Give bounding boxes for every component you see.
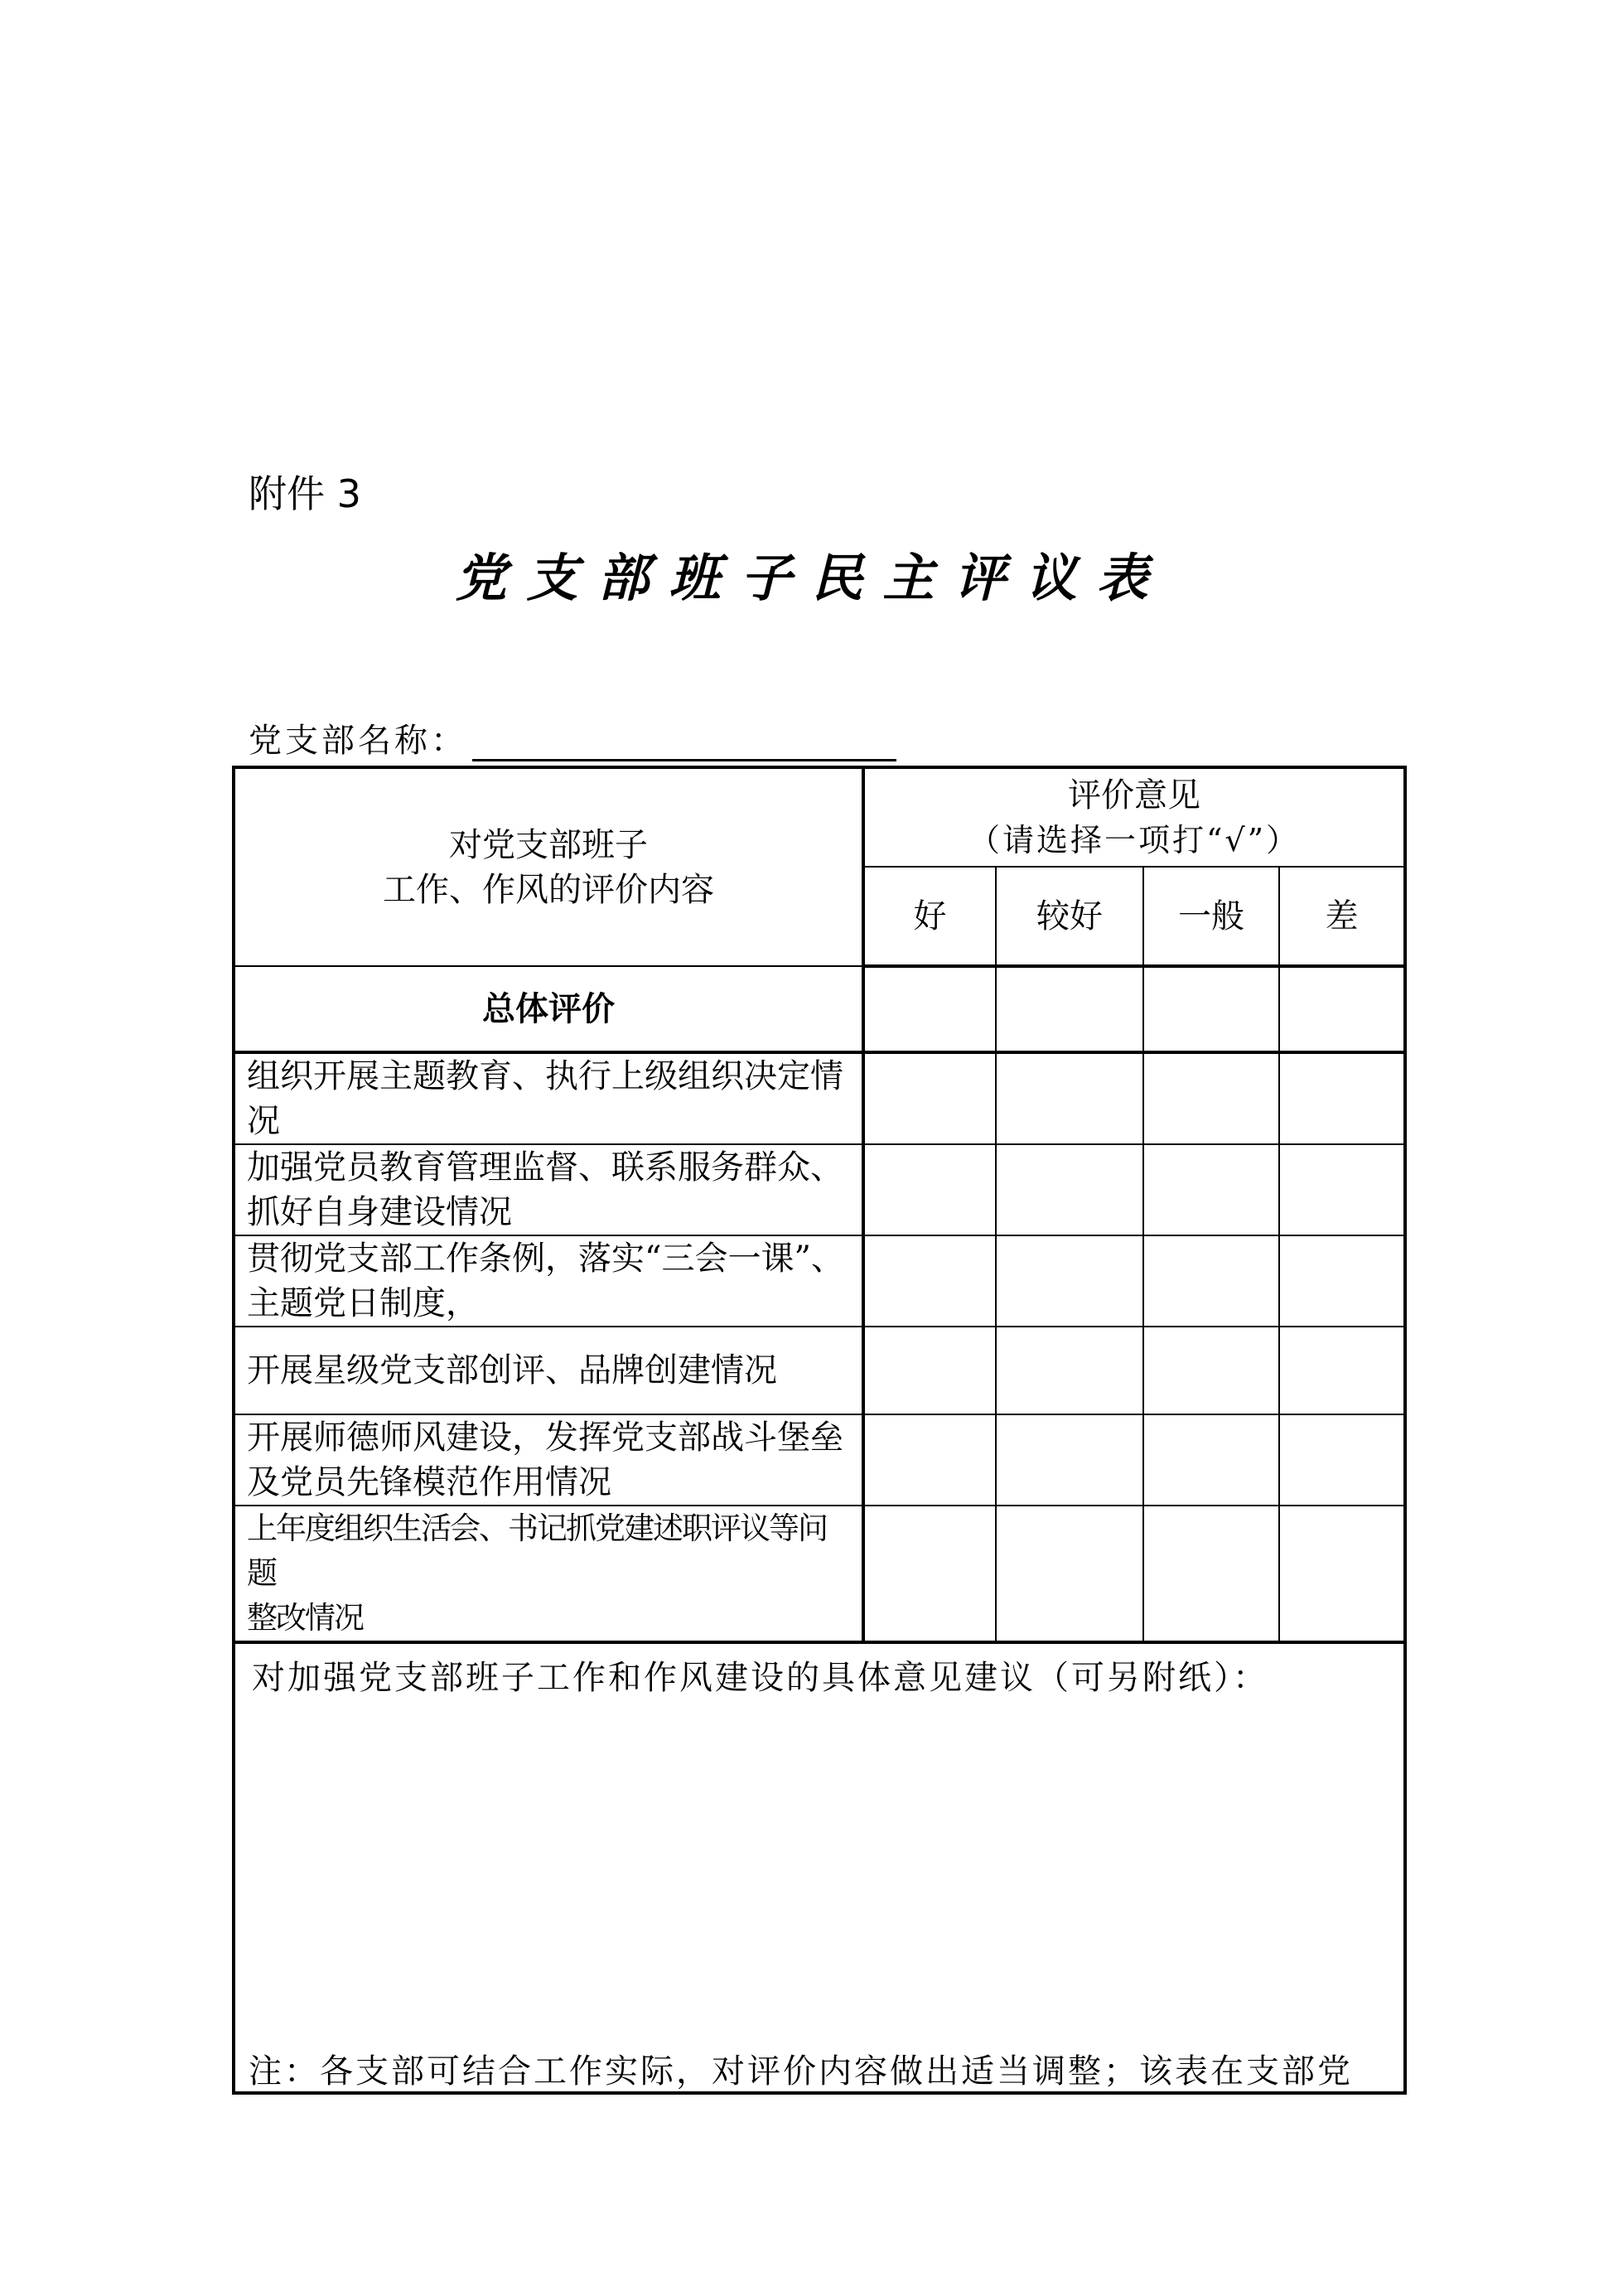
item-2-line-1: 加强党员教育管理监督、联系服务群众、	[247, 1148, 843, 1187]
content-header-line-1: 对党支部班子	[449, 825, 648, 864]
suggestion-label: 对加强党支部班子工作和作风建设的具体意见建议（可另附纸）：	[252, 1659, 1268, 1697]
grade-fairly-good: 较好	[996, 867, 1143, 966]
check-cell[interactable]	[1143, 1235, 1279, 1327]
check-cell[interactable]	[863, 1327, 996, 1414]
check-cell[interactable]	[1279, 1327, 1405, 1414]
grade-good: 好	[863, 867, 996, 966]
item-1-line-1: 组织开展主题教育、执行上级组织决定情	[247, 1057, 843, 1095]
check-cell[interactable]	[1143, 966, 1279, 1052]
check-cell[interactable]	[1279, 1144, 1405, 1235]
check-cell[interactable]	[863, 1506, 996, 1642]
evaluation-hint: （请选择一项打“√”）	[968, 821, 1301, 858]
item-2	[234, 1144, 863, 1235]
item-5	[234, 1414, 863, 1506]
check-cell[interactable]	[863, 1235, 996, 1327]
check-cell[interactable]	[996, 966, 1143, 1052]
check-cell[interactable]	[996, 1506, 1143, 1642]
item-1	[234, 1052, 863, 1144]
check-cell[interactable]	[1279, 1052, 1405, 1144]
check-cell[interactable]	[1279, 966, 1405, 1052]
check-cell[interactable]	[863, 1052, 996, 1144]
page-title: 党支部班子民主评议表	[455, 548, 1168, 608]
overall-label: 总体评价	[234, 966, 863, 1052]
check-cell[interactable]	[1279, 1506, 1405, 1642]
grade-poor: 差	[1279, 867, 1405, 966]
content-header-line-2: 工作、作风的评价内容	[383, 870, 714, 909]
branch-name-field[interactable]	[249, 714, 896, 761]
evaluation-header-title: 评价意见	[1068, 776, 1200, 814]
item-4-line-1: 开展星级党支部创评、品牌创建情况	[247, 1351, 777, 1390]
item-6-line-1: 上年度组织生活会、书记抓党建述职评议等问题	[247, 1511, 827, 1591]
attachment-label: 附件 3	[249, 471, 361, 516]
suggestion-area[interactable]	[234, 1642, 1405, 2093]
item-3-line-2: 主题党日制度，	[247, 1284, 479, 1322]
evaluation-header	[863, 767, 1405, 867]
item-2-line-2: 抓好自身建设情况	[247, 1193, 512, 1231]
branch-name-blank[interactable]	[472, 729, 896, 761]
footnote: 注：各支部可结合工作实际，对评价内容做出适当调整；该表在支部党	[249, 2052, 1353, 2091]
check-cell[interactable]	[1143, 1327, 1279, 1414]
item-4	[234, 1327, 863, 1414]
check-cell[interactable]	[1143, 1052, 1279, 1144]
check-cell[interactable]	[996, 1327, 1143, 1414]
check-cell[interactable]	[996, 1144, 1143, 1235]
check-cell[interactable]	[863, 1144, 996, 1235]
check-cell[interactable]	[996, 1414, 1143, 1506]
check-cell[interactable]	[1143, 1414, 1279, 1506]
check-cell[interactable]	[863, 1414, 996, 1506]
item-5-line-2: 及党员先锋模范作用情况	[247, 1463, 611, 1501]
item-1-line-2: 况	[247, 1102, 280, 1140]
check-cell[interactable]	[1279, 1235, 1405, 1327]
item-3	[234, 1235, 863, 1327]
check-cell[interactable]	[1279, 1414, 1405, 1506]
item-5-line-1: 开展师德师风建设，发挥党支部战斗堡垒	[247, 1419, 843, 1457]
item-6	[234, 1506, 863, 1642]
check-cell[interactable]	[1143, 1144, 1279, 1235]
content-header	[234, 767, 863, 966]
check-cell[interactable]	[863, 966, 996, 1052]
evaluation-table	[232, 766, 1407, 2095]
branch-name-label: 党支部名称：	[249, 722, 467, 760]
check-cell[interactable]	[996, 1052, 1143, 1144]
item-3-line-1: 贯彻党支部工作条例，落实“三会一课”、	[247, 1240, 844, 1278]
check-cell[interactable]	[996, 1235, 1143, 1327]
grade-average: 一般	[1143, 867, 1279, 966]
item-6-line-2: 整改情况	[247, 1600, 363, 1636]
check-cell[interactable]	[1143, 1506, 1279, 1642]
